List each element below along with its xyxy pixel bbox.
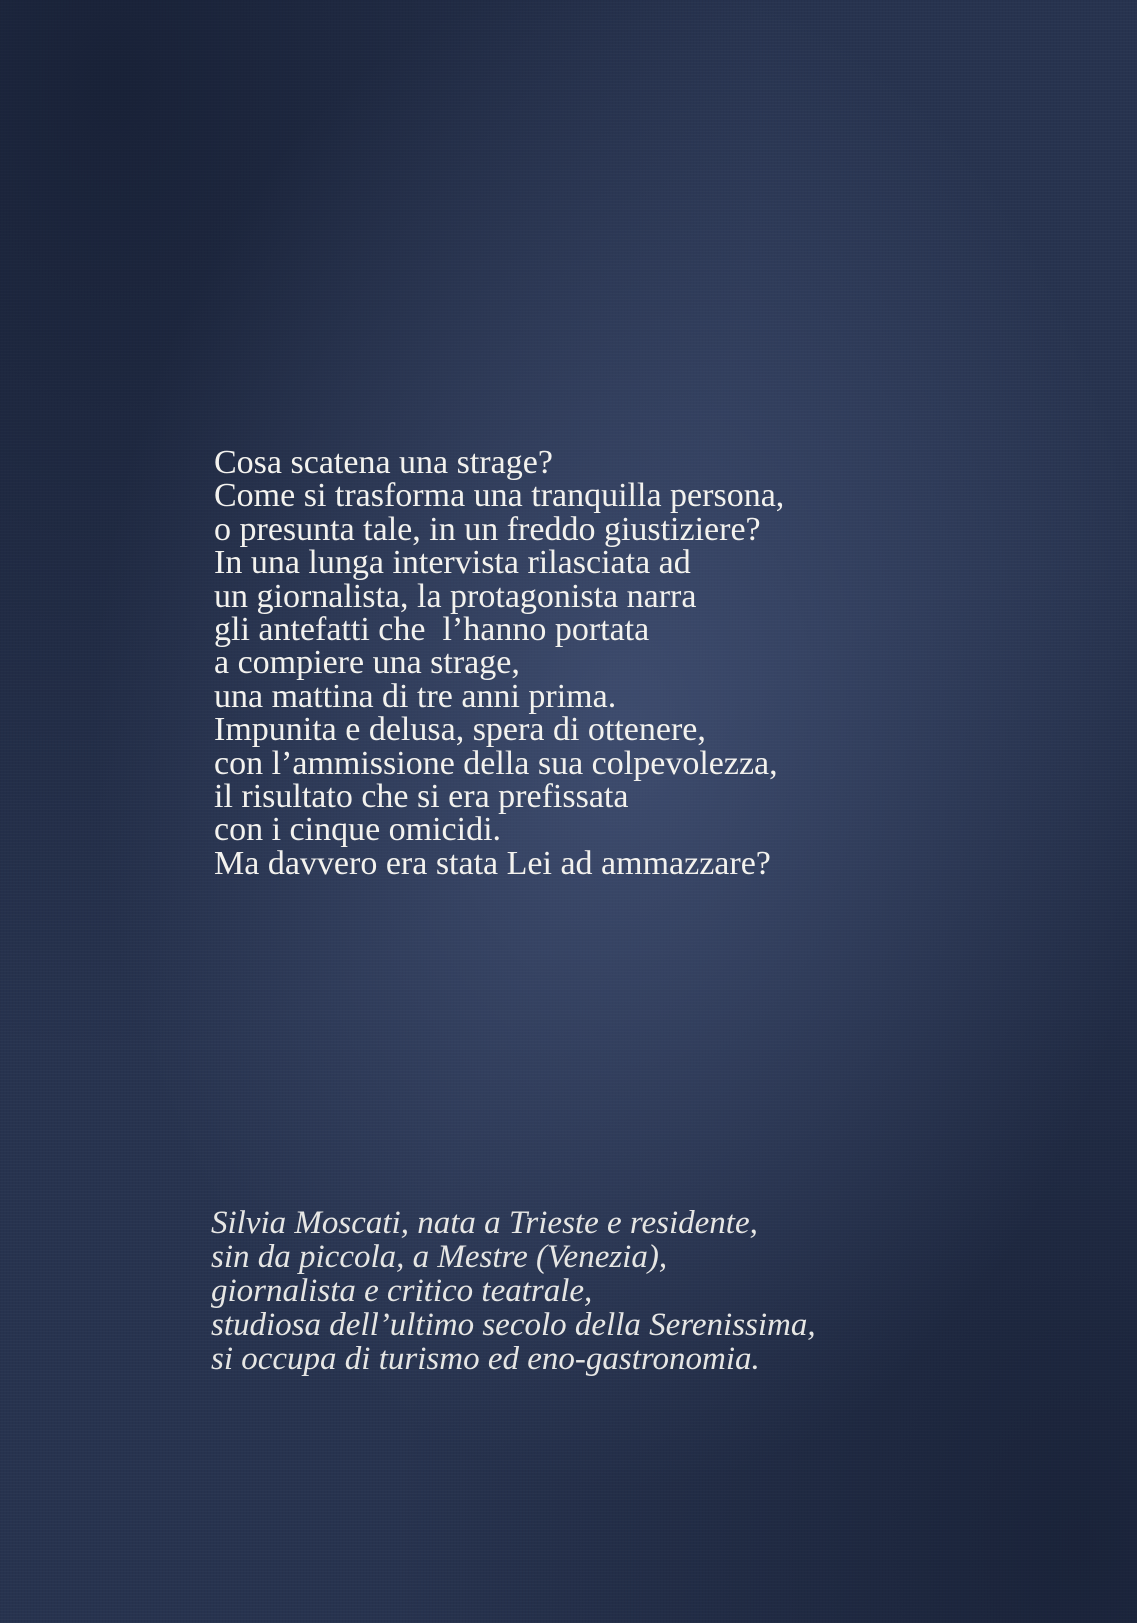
- synopsis-line: gli antefatti che l’hanno portata: [214, 611, 650, 649]
- synopsis-line: Cosa scatena una strage?: [214, 444, 553, 481]
- synopsis-line: a compiere una strage,: [214, 644, 520, 682]
- synopsis-line: con i cinque omicidi.: [214, 811, 502, 849]
- synopsis-line: un giornalista, la protagonista narra: [214, 577, 697, 615]
- author-bio-line: giornalista e critico teatrale,: [211, 1273, 593, 1309]
- synopsis-text: [214, 446, 1094, 880]
- author-bio: [211, 1206, 1111, 1376]
- synopsis-line: il risultato che si era prefissata: [214, 778, 629, 816]
- synopsis-line: Impunita e delusa, spera di ottenere,: [214, 711, 706, 749]
- author-bio-line: sin da piccola, a Mestre (Venezia),: [211, 1239, 668, 1275]
- author-bio-line: si occupa di turismo ed eno-gastronomia.: [211, 1341, 760, 1377]
- synopsis-line: Come si trasforma una tranquilla persona,: [214, 477, 785, 515]
- synopsis-line: una mattina di tre anni prima.: [214, 677, 617, 715]
- synopsis-line: con l’ammissione della sua colpevolezza,: [214, 744, 778, 782]
- synopsis-line: o presunta tale, in un freddo giustiziere?: [214, 510, 761, 548]
- synopsis-line: In una lunga intervista rilasciata ad: [214, 544, 691, 582]
- synopsis-line: Ma davvero era stata Lei ad ammazzare?: [214, 844, 771, 882]
- author-bio-line: Silvia Moscati, nata a Trieste e residente,: [211, 1205, 758, 1241]
- author-bio-line: studiosa dell’ultimo secolo della Serenissima,: [211, 1307, 816, 1343]
